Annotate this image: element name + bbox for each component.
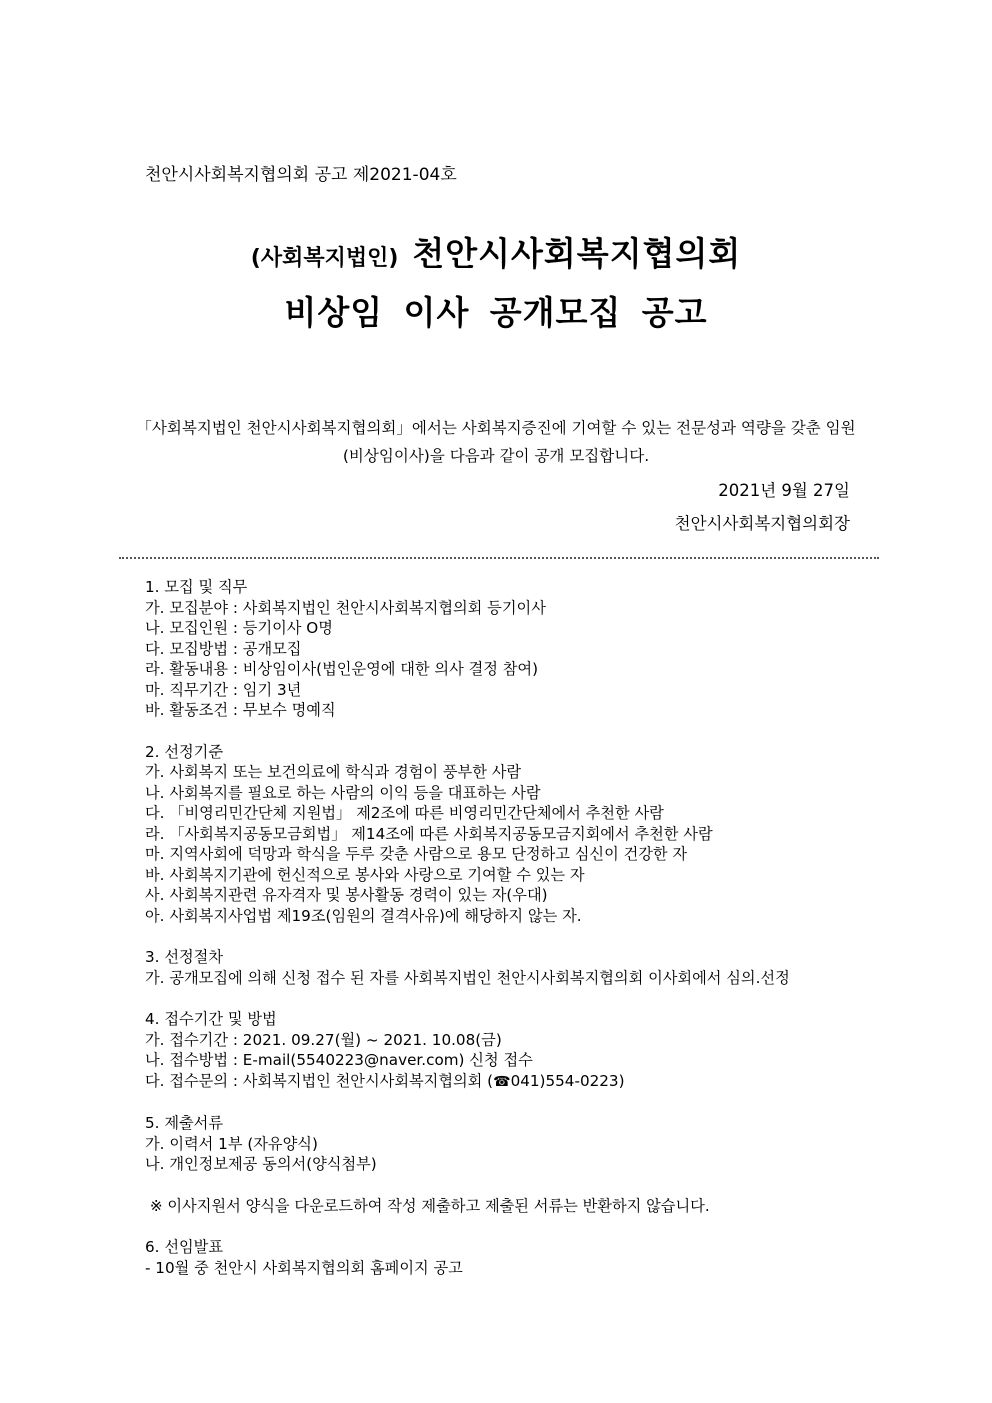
note-text: ※ 이사지원서 양식을 다운로드하여 작성 제출하고 제출된 서류는 반환하지 않습니다. [145,1196,710,1215]
list-item: 마. 지역사회에 덕망과 학식을 두루 갖춘 사람으로 용모 단정하고 심신이 건강한 자 [145,845,688,863]
title-prefix: (사회복지법인) [250,246,399,271]
intro-paragraph: 「사회복지법인 천안시사회복지협의회」에서는 사회복지증진에 기여할 수 있는 전문성과 역량을 갖춘 임원(비상임이사)을 다음과 같이 공개 모집합니다. [136,419,856,465]
signer: 천안시사회복지협의회장 [674,514,850,533]
list-item: 라. 「사회복지공동모금회법」 제14조에 따른 사회복지공동모금지회에서 추천한 사람 [145,824,713,843]
list-item: 바. 활동조건 : 무보수 명예직 [145,701,336,719]
section-criteria [145,742,790,927]
list-item: 가. 이력서 1부 (자유양식) [145,1134,318,1153]
list-item: 나. 사회복지를 필요로 하는 사람의 이익 등을 대표하는 사람 [145,783,541,802]
list-item: 마. 직무기간 : 임기 3년 [145,680,302,699]
page-title [0,228,992,275]
section-procedure [145,947,790,988]
section-heading: 1. 모집 및 직무 [145,578,248,596]
list-item: 라. 활동내용 : 비상임이사(법인운영에 대한 의사 결정 참여) [145,660,539,678]
list-item: 가. 모집분야 : 사회복지법인 천안시사회복지협의회 등기이사 [145,598,546,617]
section-application [145,1009,790,1092]
section-announcement [145,1237,790,1278]
list-item: 바. 사회복지기관에 헌신적으로 봉사와 사랑으로 기여할 수 있는 자 [145,865,585,884]
list-item: 다. 「비영리민간단체 지원법」 제2조에 따른 비영리민간단체에서 추천한 사람 [145,804,664,822]
section-heading: 6. 선임발표 [145,1238,224,1256]
inquiry-phone: 041)554-0223) [510,1071,625,1090]
section-documents [145,1113,790,1175]
section-recruitment [145,577,790,721]
list-item: - 10월 중 천안시 사회복지협의회 홈페이지 공고 [145,1258,463,1277]
notice-date: 2021년 9월 27일 [718,481,850,500]
list-item: 다. 모집방법 : 공개모집 [145,639,302,658]
phone-icon: ☎ [493,1073,511,1090]
application-inquiry [145,1071,790,1093]
list-item: 아. 사회복지사업법 제19조(임원의 결격사유)에 해당하지 않는 자. [145,906,582,925]
notice-body [145,577,790,1299]
section-note [145,1196,790,1217]
notice-number: 천안시사회복지협의회 공고 제2021-04호 [145,165,457,185]
page-subtitle: 비상임 이사 공개모집 공고 [284,293,708,332]
list-item: 나. 개인정보제공 동의서(양식첨부) [145,1155,377,1173]
list-item: 가. 사회복지 또는 보건의료에 학식과 경험이 풍부한 사람 [145,763,522,781]
application-method: 나. 접수방법 : E-mail(5540223@naver.com) 신청 접수 [145,1051,533,1069]
list-item: 가. 공개모집에 의해 신청 접수 된 자를 사회복지법인 천안시사회복지협의회 이사회에서 심의.선정 [145,968,790,987]
section-heading: 5. 제출서류 [145,1114,224,1132]
dotted-divider [119,557,879,559]
list-item: 사. 사회복지관련 유자격자 및 봉사활동 경력이 있는 자(우대) [145,886,548,904]
inquiry-label: 다. 접수문의 : 사회복지법인 천안시사회복지협의회 ( [145,1071,494,1090]
section-heading: 3. 선정절차 [145,948,224,966]
section-heading: 2. 선정기준 [145,742,224,761]
application-period: 가. 접수기간 : 2021. 09.27(월) ~ 2021. 10.08(금) [145,1030,502,1049]
title-organization: 천안시사회복지협의회 [412,234,742,273]
section-heading: 4. 접수기간 및 방법 [145,1010,277,1028]
list-item: 나. 모집인원 : 등기이사 O명 [145,619,333,637]
